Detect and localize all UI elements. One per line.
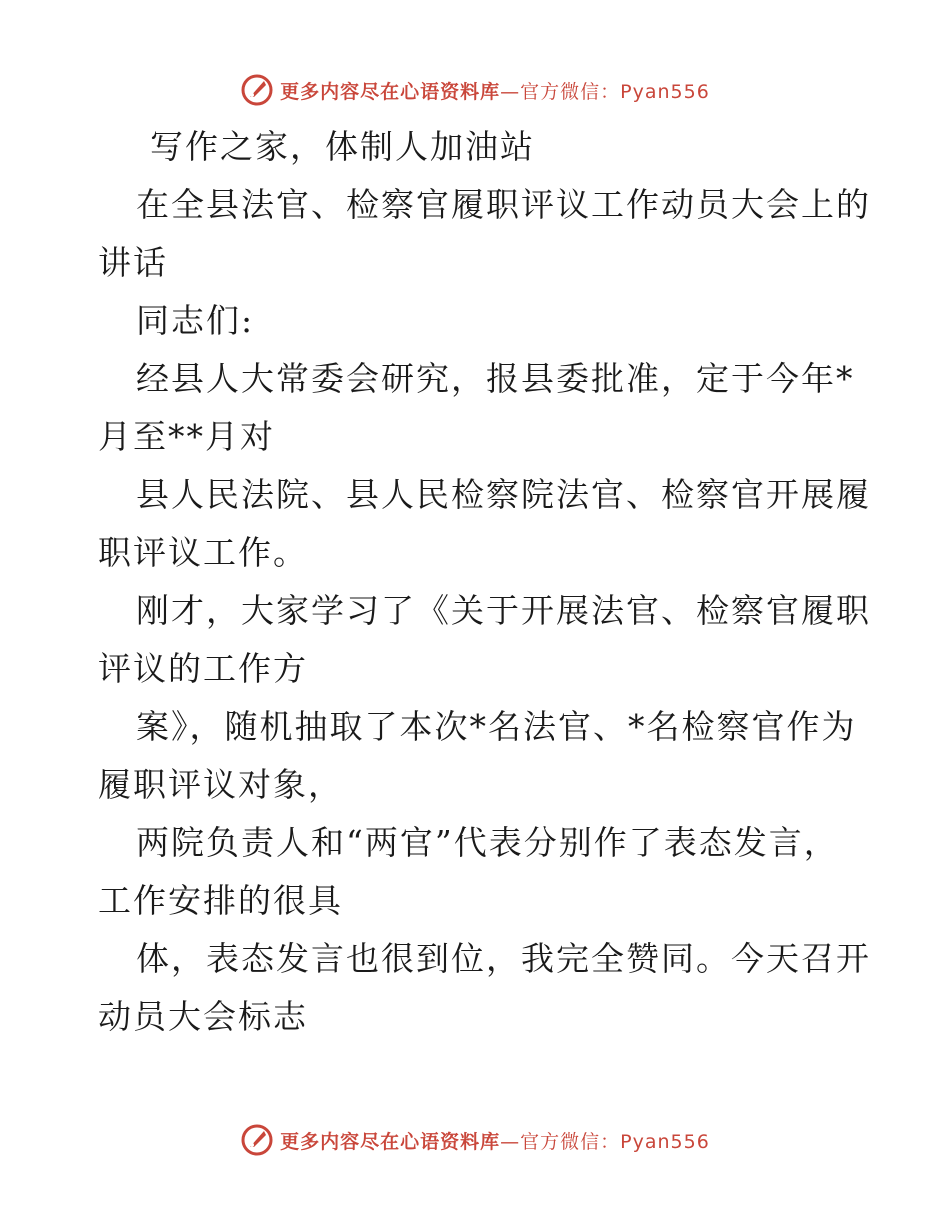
document-body xyxy=(98,118,871,1046)
header-watermark xyxy=(0,70,950,110)
watermark-main-text: 更多内容尽在心语资料库 xyxy=(280,80,501,103)
doc-line-1: 写作之家，体制人加油站 xyxy=(150,127,535,166)
doc-line-11: 案》，随机抽取了本次*名法官、*名检察官作为 xyxy=(136,707,857,746)
doc-line-4: 同志们: xyxy=(136,301,255,340)
doc-line-8: 职评议工作。 xyxy=(98,533,308,572)
doc-line-15: 体，表态发言也很到位，我完全赞同。今天召开 xyxy=(136,939,871,978)
watermark-wechat-text: 官方微信：Pyan556 xyxy=(520,80,710,103)
doc-line-16: 动员大会标志 xyxy=(98,997,308,1036)
doc-line-6: 月至**月对 xyxy=(98,417,275,456)
watermark-wechat-text: 官方微信：Pyan556 xyxy=(520,1130,710,1153)
footer-watermark xyxy=(0,1120,950,1160)
doc-line-10: 评议的工作方 xyxy=(98,649,308,688)
doc-line-9: 刚才，大家学习了《关于开展法官、检察官履职 xyxy=(136,591,871,630)
doc-line-2: 在全县法官、检察官履职评议工作动员大会上的 xyxy=(136,185,871,224)
doc-line-7: 县人民法院、县人民检察院法官、检察官开展履 xyxy=(136,475,871,514)
doc-line-14: 工作安排的很具 xyxy=(98,881,343,920)
quill-logo-icon xyxy=(240,1123,274,1157)
doc-line-12: 履职评议对象， xyxy=(98,765,343,804)
doc-line-3: 讲话 xyxy=(98,243,168,282)
watermark-separator: — xyxy=(500,80,521,103)
quill-logo-icon xyxy=(240,73,274,107)
doc-line-13: 两院负责人和“两官”代表分别作了表态发言， xyxy=(136,823,839,862)
watermark-separator: — xyxy=(500,1130,521,1153)
doc-line-5: 经县人大常委会研究，报县委批准，定于今年* xyxy=(136,359,855,398)
watermark-main-text: 更多内容尽在心语资料库 xyxy=(280,1130,501,1153)
